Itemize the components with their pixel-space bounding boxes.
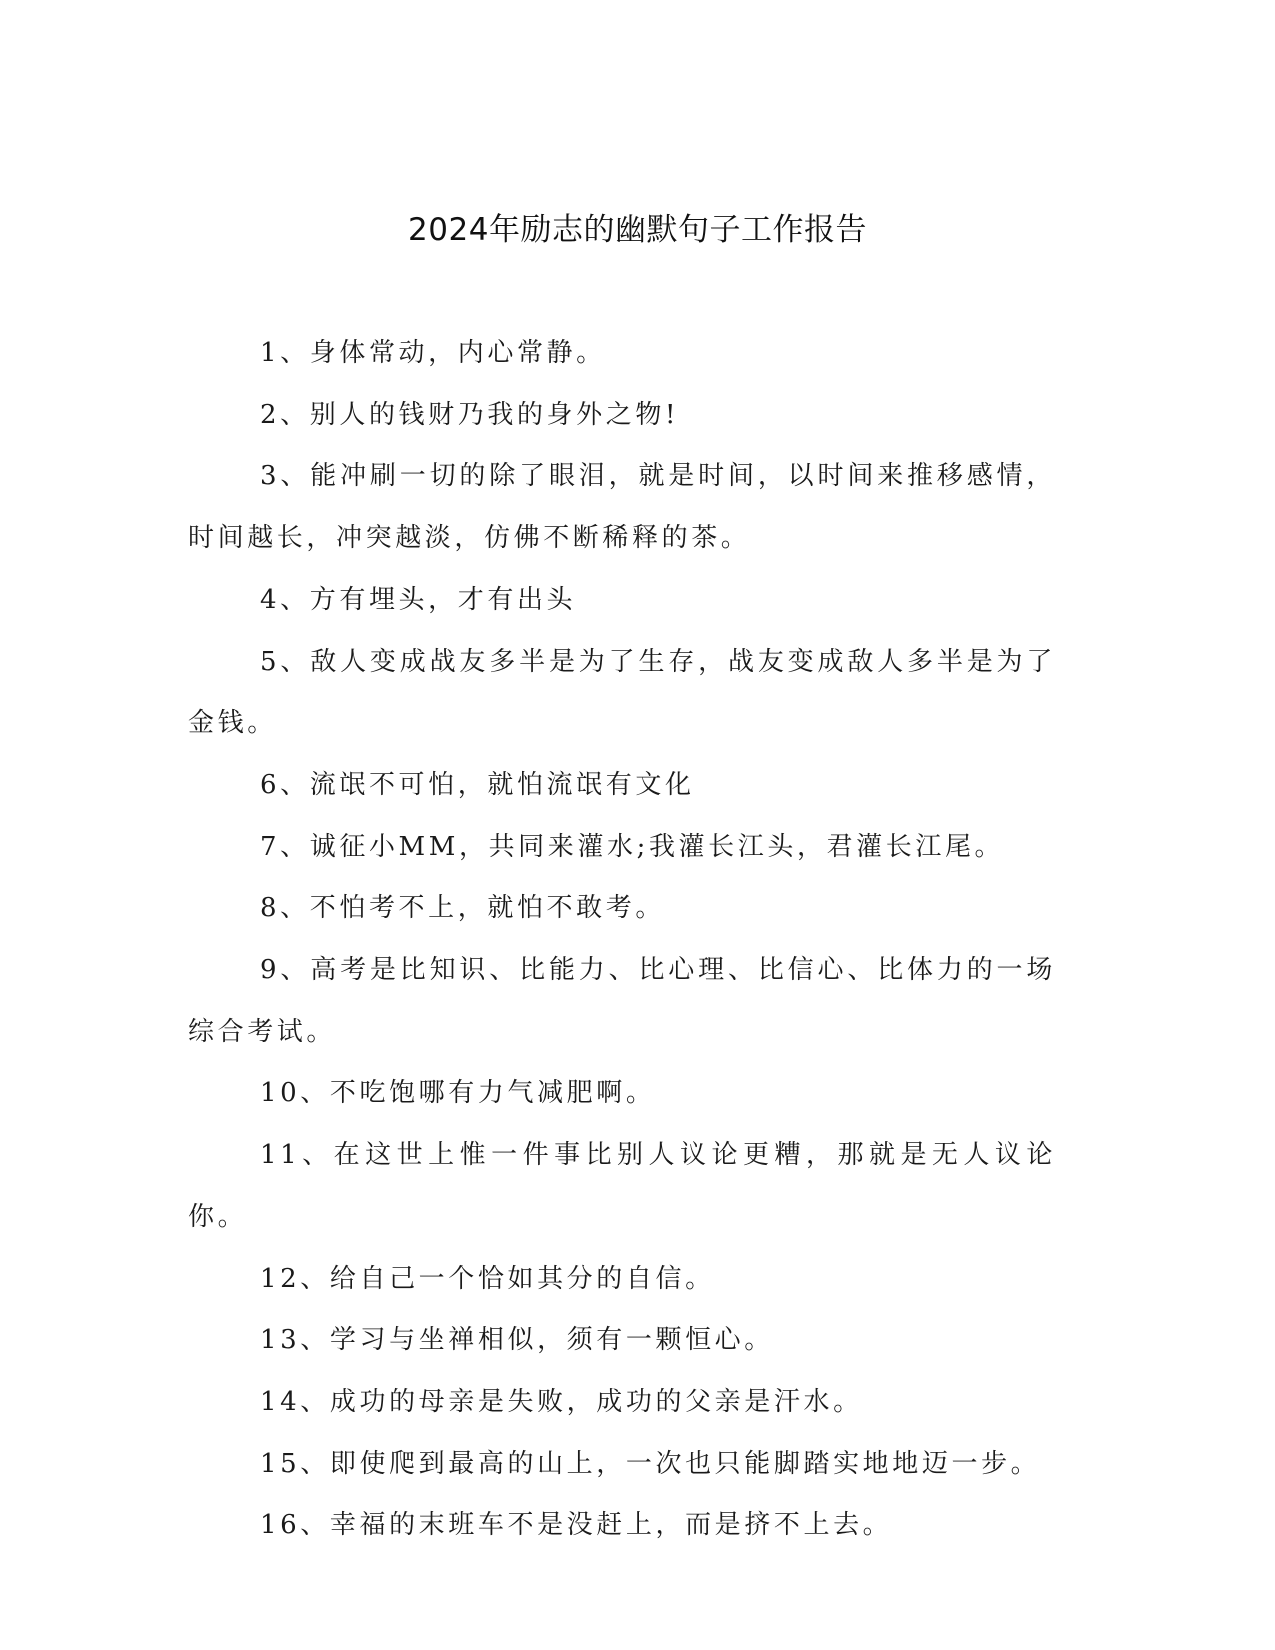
paragraph: 13、学习与坐禅相似，须有一颗恒心。	[260, 1325, 774, 1356]
paragraph: 2、别人的钱财乃我的身外之物!	[260, 399, 679, 430]
paragraph: 7、诚征小MM，共同来灌水;我灌长江头，君灌长江尾。	[260, 831, 1005, 862]
paragraph: 4、方有埋头，才有出头	[260, 584, 577, 615]
paragraph: 12、给自己一个恰如其分的自信。	[260, 1263, 715, 1294]
document-body	[188, 323, 1056, 1557]
paragraph: 15、即使爬到最高的山上，一次也只能脚踏实地地迈一步。	[260, 1448, 1041, 1479]
paragraph: 1、身体常动，内心常静。	[260, 338, 606, 368]
paragraph: 8、不怕考不上，就怕不敢考。	[260, 893, 665, 924]
paragraph: 9、高考是比知识、比能力、比心理、比信心、比体力的一场综合考试。	[188, 955, 1056, 1047]
paragraph: 14、成功的母亲是失败，成功的父亲是汗水。	[260, 1386, 863, 1417]
paragraph: 3、能冲刷一切的除了眼泪，就是时间，以时间来推移感情，时间越长，冲突越淡，仿佛不断稀释的茶。	[188, 461, 1056, 554]
document-title: 2024年励志的幽默句子工作报告	[408, 212, 867, 248]
paragraph: 16、幸福的末班车不是没赶上，而是挤不上去。	[260, 1510, 893, 1541]
paragraph: 5、敌人变成战友多半是为了生存，战友变成敌人多半是为了金钱。	[188, 646, 1056, 739]
paragraph: 11、在这世上惟一件事比别人议论更糟，那就是无人议论你。	[188, 1140, 1056, 1232]
paragraph: 6、流氓不可怕，就怕流氓有文化	[260, 769, 695, 800]
paragraph: 10、不吃饱哪有力气减肥啊。	[260, 1078, 656, 1109]
